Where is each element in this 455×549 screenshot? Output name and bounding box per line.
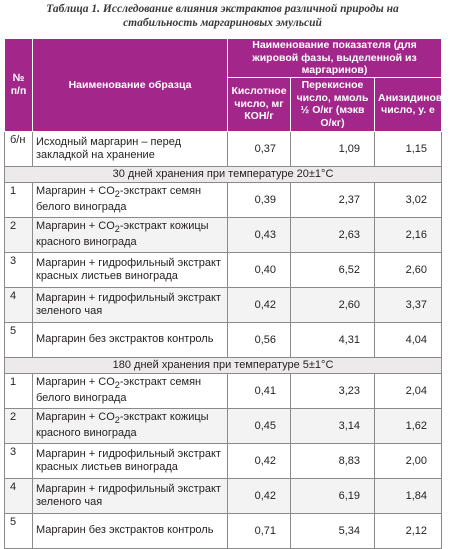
header-name: Наименование образца [33, 39, 228, 132]
cell-name [33, 322, 228, 357]
cell-anisidine: 1,84 [375, 478, 442, 513]
cell-num: 3 [5, 443, 33, 478]
cell-name [33, 287, 228, 322]
cell-num: 1 [5, 182, 33, 217]
table-row [5, 182, 442, 217]
name-subscript: 2 [114, 380, 120, 391]
cell-acid: 0,42 [228, 443, 291, 478]
cell-num: 5 [5, 322, 33, 357]
cell-anisidine: 2,60 [375, 252, 442, 287]
cell-name [33, 408, 228, 443]
name-subscript: 2 [114, 415, 120, 426]
cell-anisidine: 2,04 [375, 373, 442, 408]
cell-anisidine: 2,12 [375, 513, 442, 548]
cell-anisidine: 1,15 [375, 131, 442, 166]
cell-acid: 0,37 [228, 131, 291, 166]
cell-acid: 0,41 [228, 373, 291, 408]
header-anisidine: Анизидиновое число, у. е [375, 77, 442, 131]
cell-peroxide: 1,09 [291, 131, 375, 166]
cell-acid: 0,43 [228, 217, 291, 252]
table-row [5, 513, 442, 548]
cell-acid: 0,45 [228, 408, 291, 443]
cell-num: 4 [5, 287, 33, 322]
name-part-a: Маргарин + CO [36, 219, 115, 232]
name-subscript: 2 [114, 224, 120, 235]
cell-anisidine: 1,62 [375, 408, 442, 443]
cell-peroxide: 4,31 [291, 322, 375, 357]
caption-line-2: стабильность маргариновых эмульсий [123, 17, 322, 29]
cell-num: 3 [5, 252, 33, 287]
caption-line-1: Таблица 1. Исследование влияния экстрактов различной природы на [46, 3, 399, 15]
cell-num: б/н [5, 131, 33, 166]
cell-peroxide: 5,34 [291, 513, 375, 548]
name-part-a: Маргарин + гидрофильный экстракт зеленого чая [36, 482, 221, 508]
cell-peroxide: 6,52 [291, 252, 375, 287]
cell-name: Исходный маргарин – перед закладкой на хранение [33, 131, 228, 166]
table-row [5, 373, 442, 408]
name-part-a: Маргарин + CO [36, 410, 115, 423]
name-part-b: -экстракт кожицы красного винограда [36, 410, 209, 440]
name-part-b: -экстракт семян белого винограда [36, 375, 202, 405]
cell-name [33, 252, 228, 287]
cell-acid: 0,71 [228, 513, 291, 548]
cell-num: 2 [5, 217, 33, 252]
table-row [5, 287, 442, 322]
cell-acid: 0,56 [228, 322, 291, 357]
table-row [5, 408, 442, 443]
cell-acid: 0,39 [228, 182, 291, 217]
header-num: № п/п [5, 39, 33, 132]
table-row [5, 478, 442, 513]
section-row [5, 357, 442, 373]
table-row [5, 252, 442, 287]
cell-name [33, 443, 228, 478]
name-part-a: Маргарин + CO [36, 184, 115, 197]
table-body [5, 131, 442, 548]
name-part-a: Маргарин без экстрактов контроль [36, 333, 214, 345]
name-part-b: -экстракт семян белого винограда [36, 184, 202, 214]
table-row [5, 443, 442, 478]
name-part-a: Маргарин + гидрофильный экстракт красных листьев винограда [36, 256, 221, 282]
cell-num: 1 [5, 373, 33, 408]
table-caption [0, 2, 445, 30]
table-row-baseline [5, 131, 442, 166]
name-part-a: Маргарин + гидрофильный экстракт зеленого чая [36, 291, 221, 317]
name-part-b: -экстракт кожицы красного винограда [36, 219, 209, 249]
results-table [4, 38, 455, 549]
cell-name [33, 478, 228, 513]
cell-peroxide: 6,19 [291, 478, 375, 513]
name-part-a: Маргарин без экстрактов контроль [36, 524, 214, 536]
cell-peroxide: 2,37 [291, 182, 375, 217]
section-row [5, 166, 442, 182]
section-title: 180 дней хранения при температуре 5±1°C [5, 357, 442, 373]
section-title: 30 дней хранения при температуре 20±1°C [5, 166, 442, 182]
name-subscript: 2 [114, 189, 120, 200]
name-part-a: Маргарин + гидрофильный экстракт красных листьев винограда [36, 447, 221, 473]
cell-anisidine: 2,16 [375, 217, 442, 252]
cell-acid: 0,42 [228, 478, 291, 513]
cell-anisidine: 3,02 [375, 182, 442, 217]
header-group: Наименование показателя (для жировой фазы, выделенной из маргаринов) [228, 39, 442, 78]
cell-name [33, 513, 228, 548]
cell-anisidine: 4,04 [375, 322, 442, 357]
table-row [5, 322, 442, 357]
table-row [5, 217, 442, 252]
cell-peroxide: 2,63 [291, 217, 375, 252]
cell-num: 4 [5, 478, 33, 513]
name-part-a: Маргарин + CO [36, 375, 115, 388]
cell-acid: 0,40 [228, 252, 291, 287]
cell-peroxide: 3,14 [291, 408, 375, 443]
cell-peroxide: 2,60 [291, 287, 375, 322]
cell-num: 5 [5, 513, 33, 548]
cell-name [33, 182, 228, 217]
cell-name [33, 373, 228, 408]
cell-peroxide: 8,83 [291, 443, 375, 478]
cell-peroxide: 3,23 [291, 373, 375, 408]
cell-name [33, 217, 228, 252]
cell-anisidine: 3,37 [375, 287, 442, 322]
header-acid: Кислотное число, мг КОН/г [228, 77, 291, 131]
cell-anisidine: 2,00 [375, 443, 442, 478]
header-peroxide: Перекисное число, ммоль ½ О/кг (мэкв О/кг) [291, 77, 375, 131]
cell-num: 2 [5, 408, 33, 443]
cell-acid: 0,42 [228, 287, 291, 322]
